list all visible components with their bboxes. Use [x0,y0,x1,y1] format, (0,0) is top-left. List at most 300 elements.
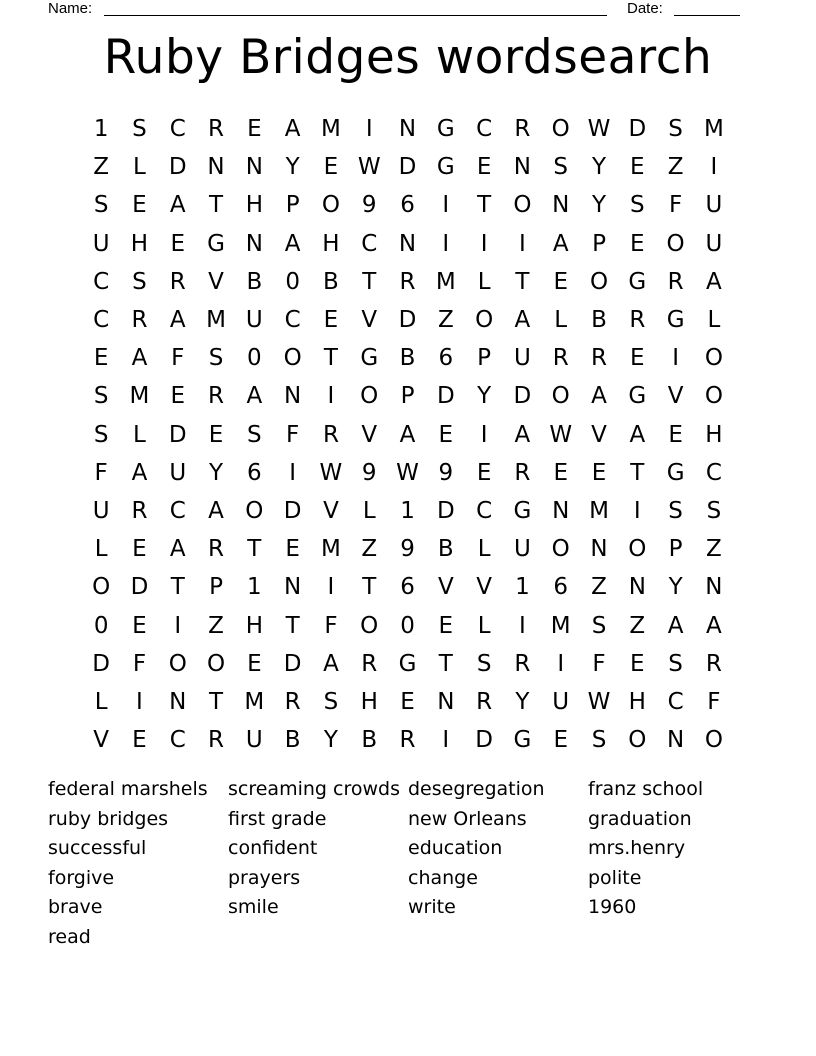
word-bank-item: mrs.henry [588,837,686,860]
grid-cell: M [703,116,724,143]
grid-cell: L [477,612,491,639]
grid-cell: O [704,727,723,754]
grid-cell: Y [285,154,300,181]
grid-cell: R [208,116,225,143]
word-bank-item: federal marshels [48,778,208,800]
grid-cell: A [706,268,722,295]
grid-cell: I [672,345,679,372]
grid-cell: O [628,536,647,563]
grid-cell: Z [361,536,378,563]
grid-cell: S [93,192,109,219]
grid-cell: N [628,574,646,601]
grid-cell: F [286,421,300,448]
grid-cell: S [630,192,645,219]
grid-cell: Z [208,612,224,639]
grid-cell: R [552,345,569,372]
grid-cell: R [208,383,225,410]
grid-cell: L [94,536,108,563]
grid-cell: 9 [361,192,377,219]
header-line [0,0,816,20]
grid-cell: R [399,727,416,754]
word-bank-item: write [408,896,456,919]
grid-cell: S [208,345,224,372]
grid-cell: Z [93,154,110,181]
grid-cell: A [706,612,722,639]
grid-cell: D [436,383,455,410]
grid-cell: Y [591,154,607,181]
grid-cell: T [438,650,453,677]
grid-cell: C [476,497,493,524]
grid-cell: 1 [515,574,530,601]
grid-cell: H [245,192,263,219]
word-bank-item: polite [588,866,642,889]
grid-cell: Z [706,536,722,563]
grid-cell: E [132,192,147,219]
grid-cell: O [551,383,570,410]
grid-cell: B [591,307,607,334]
grid-cell: H [245,612,263,639]
grid-cell: O [321,192,340,219]
grid-cell: S [132,268,147,295]
grid-cell: O [704,345,723,372]
grid-cell: U [245,307,263,334]
grid-cell: A [323,650,339,677]
grid-cell: M [206,307,226,334]
word-bank-item: change [408,866,478,889]
grid-cell: G [436,154,455,181]
grid-cell: R [705,650,722,677]
grid-cell: E [553,268,568,295]
grid-cell: M [129,383,150,410]
grid-cell: A [399,421,416,448]
grid-cell: Y [668,574,683,601]
grid-cell: T [209,192,224,219]
grid-cell: 9 [400,536,415,563]
grid-cell: E [630,650,645,677]
grid-cell: Z [667,154,684,181]
grid-cell: E [132,536,147,563]
grid-cell: D [283,497,302,524]
grid-cell: E [208,421,224,448]
grid-cell: E [400,688,415,715]
grid-cell: O [704,383,723,410]
grid-cell: E [630,345,645,372]
grid-cell: F [94,459,108,486]
word-bank-item: franz school [588,778,704,800]
grid-cell: N [207,154,225,181]
grid-cell: N [245,230,263,257]
grid-cell: N [552,497,570,524]
grid-cell: F [668,192,683,219]
grid-cell: E [438,612,454,639]
grid-cell: E [438,421,454,448]
grid-cell: O [92,574,111,601]
date-label: Date: [627,0,663,17]
grid-cell: I [174,612,182,639]
grid-cell: G [513,727,532,754]
grid-cell: A [284,230,301,257]
grid-cell: W [357,154,381,181]
name-blank-line [104,15,607,16]
grid-cell: M [244,688,265,715]
grid-cell: 1 [400,497,415,524]
grid-cell: O [206,650,226,677]
grid-cell: L [94,688,108,715]
grid-cell: E [132,612,147,639]
grid-cell: 0 [400,612,415,639]
grid-cell: B [399,345,416,372]
grid-cell: R [476,688,493,715]
grid-cell: T [247,536,262,563]
grid-cell: N [437,688,455,715]
grid-cell: P [285,192,300,219]
grid-cell: A [131,345,148,372]
word-bank-item: prayers [228,866,301,889]
grid-cell: M [321,536,341,563]
grid-cell: I [327,383,335,410]
grid-cell: P [592,230,606,257]
grid-cell: T [515,268,530,295]
grid-cell: S [706,497,722,524]
grid-cell: U [92,497,110,524]
grid-cell: V [208,268,224,295]
grid-cell: R [514,650,531,677]
grid-cell: A [246,383,263,410]
grid-cell: I [480,421,488,448]
grid-cell: Y [515,688,530,715]
grid-cell: 6 [400,574,415,601]
grid-cell: I [442,192,450,219]
grid-cell: A [667,612,684,639]
grid-cell: E [630,154,645,181]
grid-cell: D [283,650,302,677]
grid-cell: 9 [361,459,377,486]
grid-cell: U [245,727,263,754]
grid-cell: H [322,230,340,257]
grid-cell: C [476,116,493,143]
grid-cell: S [93,383,109,410]
grid-cell: S [668,650,683,677]
grid-cell: E [630,230,645,257]
word-bank-item: brave [48,896,103,919]
grid-cell: O [245,497,264,524]
grid-cell: O [551,536,570,563]
grid-cell: D [398,307,417,334]
grid-cell: U [513,345,531,372]
grid-cell: Y [323,727,338,754]
grid-cell: C [667,688,684,715]
grid-cell: N [590,536,608,563]
grid-cell: G [628,268,647,295]
word-bank-item: smile [228,896,279,919]
word-bank-item: new Orleans [408,807,527,830]
grid-cell: R [169,268,186,295]
grid-cell: E [170,383,186,410]
grid-cell: R [208,536,225,563]
grid-cell: D [168,154,187,181]
word-bank-item: confident [228,837,318,860]
grid-cell: V [591,421,607,448]
grid-cell: 6 [553,574,569,601]
grid-cell: L [707,307,721,334]
grid-cell: E [553,727,568,754]
grid-cell: 6 [438,345,454,372]
grid-cell: Y [477,383,492,410]
grid-cell: R [361,650,378,677]
grid-cell: T [362,268,377,295]
word-bank-item: forgive [48,866,115,889]
grid-cell: W [549,421,573,448]
grid-cell: S [247,421,262,448]
grid-cell: O [589,268,609,295]
grid-cell: C [169,727,186,754]
grid-cell: R [629,307,646,334]
grid-cell: 0 [247,345,262,372]
grid-cell: V [667,383,684,410]
grid-cell: I [289,459,297,486]
grid-cell: H [705,421,723,448]
grid-cell: G [436,116,455,143]
grid-cell: A [169,536,186,563]
grid-cell: L [133,421,146,448]
grid-cell: C [284,307,301,334]
grid-cell: P [477,345,492,372]
grid-cell: U [92,230,110,257]
grid-cell: S [591,612,607,639]
grid-cell: G [666,459,685,486]
grid-cell: U [552,688,570,715]
grid-cell: F [592,650,606,677]
grid-cell: C [169,497,186,524]
grid-cell: O [360,383,379,410]
grid-cell: O [513,192,532,219]
grid-cell: E [247,116,262,143]
grid-cell: N [666,727,685,754]
grid-cell: N [552,192,570,219]
grid-cell: E [323,307,339,334]
grid-cell: G [628,383,647,410]
grid-cell: E [591,459,607,486]
grid-cell: S [132,116,147,143]
grid-cell: M [321,116,341,143]
grid-cell: A [552,230,569,257]
grid-cell: V [476,574,492,601]
grid-cell: C [93,268,110,295]
grid-cell: T [323,345,338,372]
grid-cell: W [587,688,611,715]
grid-cell: A [284,116,301,143]
grid-cell: V [93,727,110,754]
word-bank-item: graduation [588,807,692,830]
grid-cell: A [591,383,607,410]
grid-cell: T [630,459,645,486]
grid-cell: S [93,421,109,448]
word-bank [48,778,768,956]
grid-cell: D [628,116,647,143]
grid-cell: 6 [400,192,415,219]
grid-cell: I [136,688,143,715]
grid-cell: E [668,421,683,448]
grid-cell: T [285,612,300,639]
grid-cell: V [361,307,378,334]
grid-cell: G [666,307,685,334]
grid-cell: A [514,421,531,448]
grid-cell: N [398,230,417,257]
grid-cell: D [130,574,149,601]
grid-cell: W [396,459,419,486]
grid-cell: R [399,268,416,295]
grid-cell: B [437,536,454,563]
grid-cell: U [705,230,723,257]
grid-cell: W [319,459,343,486]
grid-cell: M [550,612,571,639]
grid-cell: M [435,268,456,295]
grid-cell: F [132,650,147,677]
grid-cell: V [437,574,454,601]
grid-cell: 6 [247,459,262,486]
grid-cell: H [628,688,646,715]
grid-cell: I [519,612,526,639]
word-bank-item: successful [48,837,147,860]
grid-cell: N [284,574,302,601]
grid-cell: I [633,497,641,524]
grid-cell: G [207,230,225,257]
grid-cell: A [169,307,186,334]
grid-cell: E [476,459,492,486]
grid-cell: N [169,688,187,715]
grid-cell: D [168,421,187,448]
word-bank-item: first grade [228,807,327,830]
grid-cell: R [514,459,531,486]
grid-cell: Y [591,192,607,219]
grid-cell: L [554,307,568,334]
word-bank-item: read [48,925,91,948]
grid-cell: C [705,459,722,486]
grid-cell: C [361,230,378,257]
grid-cell: S [553,154,569,181]
grid-cell: H [130,230,149,257]
grid-cell: O [283,345,302,372]
grid-cell: R [667,268,684,295]
grid-cell: E [170,230,186,257]
grid-cell: P [209,574,223,601]
word-bank-item: desegregation [408,778,545,800]
word-bank-item: 1960 [588,896,637,919]
grid-cell: D [92,650,110,677]
grid-cell: R [131,307,148,334]
grid-cell: W [587,116,611,143]
grid-cell: E [93,345,109,372]
grid-cell: G [513,497,532,524]
grid-cell: B [361,727,378,754]
grid-cell: I [519,230,526,257]
grid-cell: 0 [285,268,300,295]
grid-cell: S [668,497,683,524]
grid-cell: S [323,688,339,715]
grid-cell: N [513,154,532,181]
grid-cell: B [246,268,263,295]
grid-cell: S [668,116,683,143]
grid-cell: L [362,497,376,524]
grid-cell: I [710,154,718,181]
grid-cell: E [476,154,492,181]
letter-grid [82,110,733,759]
grid-cell: V [361,421,378,448]
grid-cell: R [591,345,607,372]
grid-cell: E [553,459,568,486]
grid-cell: D [475,727,493,754]
grid-cell: T [477,192,492,219]
grid-cell: D [436,497,455,524]
grid-cell: O [628,727,647,754]
grid-cell: R [322,421,339,448]
grid-cell: I [365,116,373,143]
grid-cell: R [208,727,225,754]
grid-cell: L [477,268,491,295]
grid-cell: 1 [93,116,109,143]
grid-cell: T [170,574,185,601]
grid-cell: Z [437,307,454,334]
grid-cell: 1 [247,574,262,601]
grid-cell: L [477,536,491,563]
grid-cell: S [591,727,607,754]
word-bank-item: education [408,837,503,860]
grid-cell: U [169,459,187,486]
grid-cell: N [245,154,263,181]
grid-cell: R [514,116,531,143]
grid-cell: D [398,154,417,181]
grid-cell: I [442,230,450,257]
grid-cell: A [169,192,186,219]
grid-cell: R [131,497,148,524]
grid-cell: V [323,497,339,524]
grid-cell: G [398,650,417,677]
grid-cell: E [285,536,300,563]
grid-cell: L [133,154,146,181]
grid-cell: P [668,536,683,563]
grid-cell: C [169,116,186,143]
grid-cell: Y [209,459,224,486]
name-label: Name: [48,0,93,17]
grid-cell: O [360,612,379,639]
grid-cell: A [629,421,646,448]
grid-cell: A [208,497,224,524]
grid-cell: D [513,383,532,410]
grid-cell: T [362,574,377,601]
grid-cell: G [360,345,379,372]
grid-cell: I [557,650,565,677]
grid-cell: I [327,574,335,601]
grid-cell: A [514,307,531,334]
grid-cell: F [171,345,185,372]
grid-cell: E [323,154,339,181]
grid-cell: P [400,383,415,410]
grid-cell: B [284,727,301,754]
grid-cell: R [284,688,301,715]
grid-cell: U [513,536,531,563]
grid-cell: A [131,459,148,486]
grid-cell: Z [591,574,607,601]
grid-cell: T [209,688,224,715]
grid-cell: O [168,650,187,677]
grid-cell: O [551,116,570,143]
grid-cell: 0 [93,612,109,639]
grid-cell: N [705,574,723,601]
grid-cell: B [323,268,339,295]
date-blank-line [674,15,740,16]
grid-cell: I [442,727,450,754]
grid-cell: I [480,230,488,257]
